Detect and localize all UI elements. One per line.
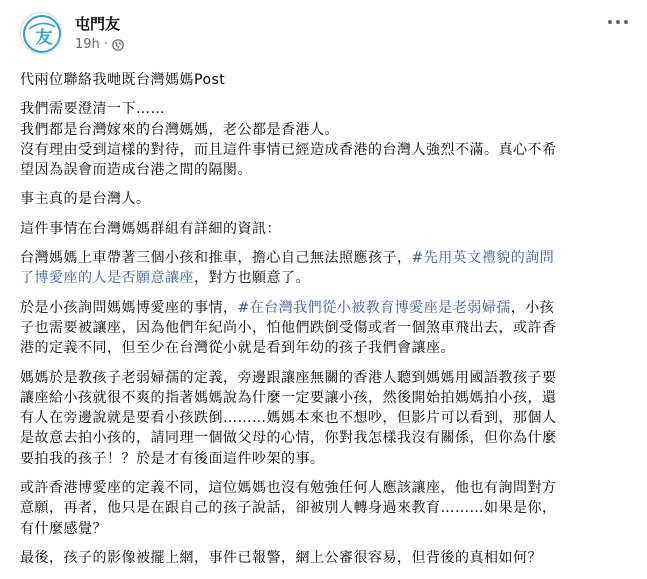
paragraph-title (20, 70, 632, 90)
text-line (20, 298, 632, 318)
text-line: 有人在旁邊說就是要看小孩跌倒………媽媽本來也不想吵，但影片可以看到，那個人 (20, 410, 557, 427)
text-line: 媽媽於是教孩子老弱婦孺的定義，旁邊跟讓座無關的香港人聽到媽媽用國語教孩子要 (20, 369, 557, 386)
meta-separator: · (103, 37, 108, 52)
paragraph-clarify (20, 99, 632, 180)
paragraph-incident (20, 368, 632, 469)
paragraph-definition (20, 478, 632, 539)
text-segment: 台灣媽媽上車帶著三個小孩和推車，擔心自己無法照應孩子， (20, 250, 412, 267)
avatar[interactable] (20, 12, 62, 54)
text-line: 我們需要澄清一下…… (20, 101, 165, 118)
text-line: 事主真的是台灣人。 (20, 191, 151, 208)
text-segment: 於是小孩詢問媽媽博愛座的事情， (20, 299, 238, 316)
text-line: 我們都是台灣嫁來的台灣媽媽，老公都是香港人。 (20, 121, 339, 138)
hashtag-link[interactable]: 了博愛座的人是否願意讓座 (20, 270, 194, 287)
hashtag-link[interactable]: #在台灣我們從小被教育博愛座是老弱婦孺 (237, 299, 511, 316)
text-line: 意願，再者，他只是在跟自己的孩子說話，卻被別人轉身過來教育………如果是你， (20, 500, 557, 517)
paragraph-owner (20, 189, 632, 209)
text-segment: ，對方也願意了。 (194, 270, 310, 287)
hashtag-link[interactable]: #先用英文禮貌的詢問 (411, 250, 555, 267)
post-meta (75, 37, 124, 53)
text-line: 要拍我的孩子！？於是才有後面這件吵架的事。 (20, 450, 325, 467)
text-line: 或許香港博愛座的定義不同，這位媽媽也沒有勉強任何人應該讓座，他也有詢問對方 (20, 480, 557, 497)
text-line: 子也需要被讓座，因為他們年紀尚小，怕他們跌倒受傷或者一個煞車飛出去，或許香 (20, 319, 557, 336)
post-body (20, 70, 632, 577)
paragraph-final (20, 548, 632, 568)
post-time[interactable]: 19h (75, 37, 100, 52)
text-segment: ，小孩 (510, 299, 555, 316)
more-options-icon[interactable] (603, 12, 633, 32)
text-line: 港的定義不同，但至少在台灣從小就是看到年幼的孩子我們會讓座。 (20, 340, 455, 357)
globe-icon (112, 39, 124, 51)
text-line: 沒有理由受到這樣的對待，而且這件事情已經造成香港的台灣人強烈不滿。真心不希 (20, 141, 557, 158)
text-line: 這件事情在台灣媽媽群組有詳細的資訊： (20, 220, 281, 237)
text-line (20, 268, 632, 288)
text-line: 望因為誤會而造成台港之間的隔閡。 (20, 162, 252, 179)
author-name[interactable]: 屯門友 (75, 15, 121, 33)
paragraph-seat (20, 298, 632, 359)
page-logo (21, 13, 62, 54)
paragraph-info (20, 219, 632, 239)
avatar-text: 友 (35, 28, 53, 48)
text-line: 代兩位聯絡我哋既台灣媽媽Post (20, 72, 226, 88)
text-line: 最後，孩子的影像被擺上網，事件已報警，網上公審很容易，但背後的真相如何？ (20, 549, 542, 566)
text-line: 讓座給小孩就很不爽的指著媽媽說為什麼一定要讓小孩，然後開始拍媽媽拍小孩，還 (20, 389, 557, 406)
text-line (20, 248, 632, 268)
text-line: 是故意去拍小孩的，請同理一個做父母的心情，你對我怎樣我沒有關係，但你為什麼 (20, 430, 557, 447)
paragraph-bus (20, 248, 632, 289)
text-line: 有什麼感覺？ (20, 520, 107, 537)
